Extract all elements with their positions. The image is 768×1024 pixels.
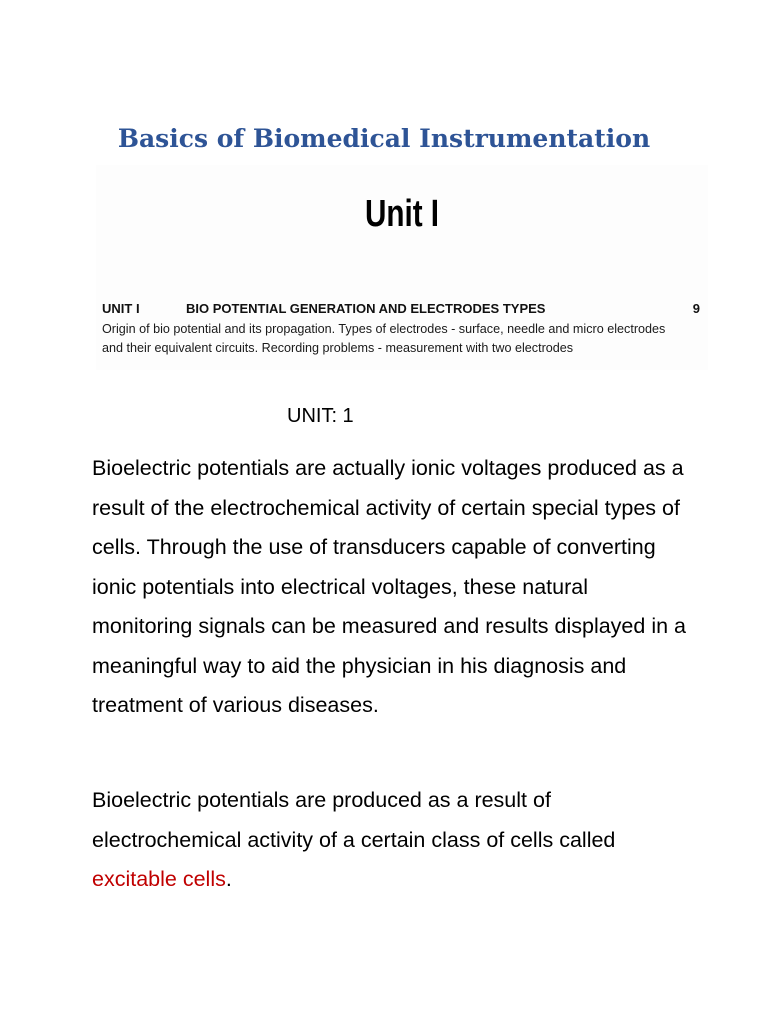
scan-unit-heading: Unit I [364,193,440,235]
syllabus-hours: 9 [692,301,700,316]
syllabus-header-row [102,301,702,319]
unit-label: UNIT: 1 [287,405,354,427]
syllabus-line-1: Origin of bio potential and its propagation. Types of electrodes - surface, needle and micro electrodes [102,322,666,336]
syllabus-unit-code: UNIT I [102,301,140,316]
document-title: Basics of Biomedical Instrumentation [117,124,651,153]
syllabus-unit-title: BIO POTENTIAL GENERATION AND ELECTRODES TYPES [186,301,546,316]
syllabus-line-2: and their equivalent circuits. Recording problems - measurement with two electrodes [102,341,574,355]
paragraph-2-end: . [225,867,232,891]
paragraph-1: Bioelectric potentials are actually ionic voltages produced as a result of the electrochemical activity of certain special types of cells. Through the use of transducers capable of converting ionic potentials into electrical voltages, these natural monitoring signals can be measured and results displayed in a meaningful way to aid the physician in his diagnosis and treatment of various diseases. [92,456,686,717]
paragraph-2-text: Bioelectric potentials are produced as a result of electrochemical activity of a certain class of cells called [92,788,616,852]
syllabus-scan-image [96,165,708,370]
paragraph-2 [92,781,692,900]
excitable-cells-term: excitable cells [92,867,226,891]
